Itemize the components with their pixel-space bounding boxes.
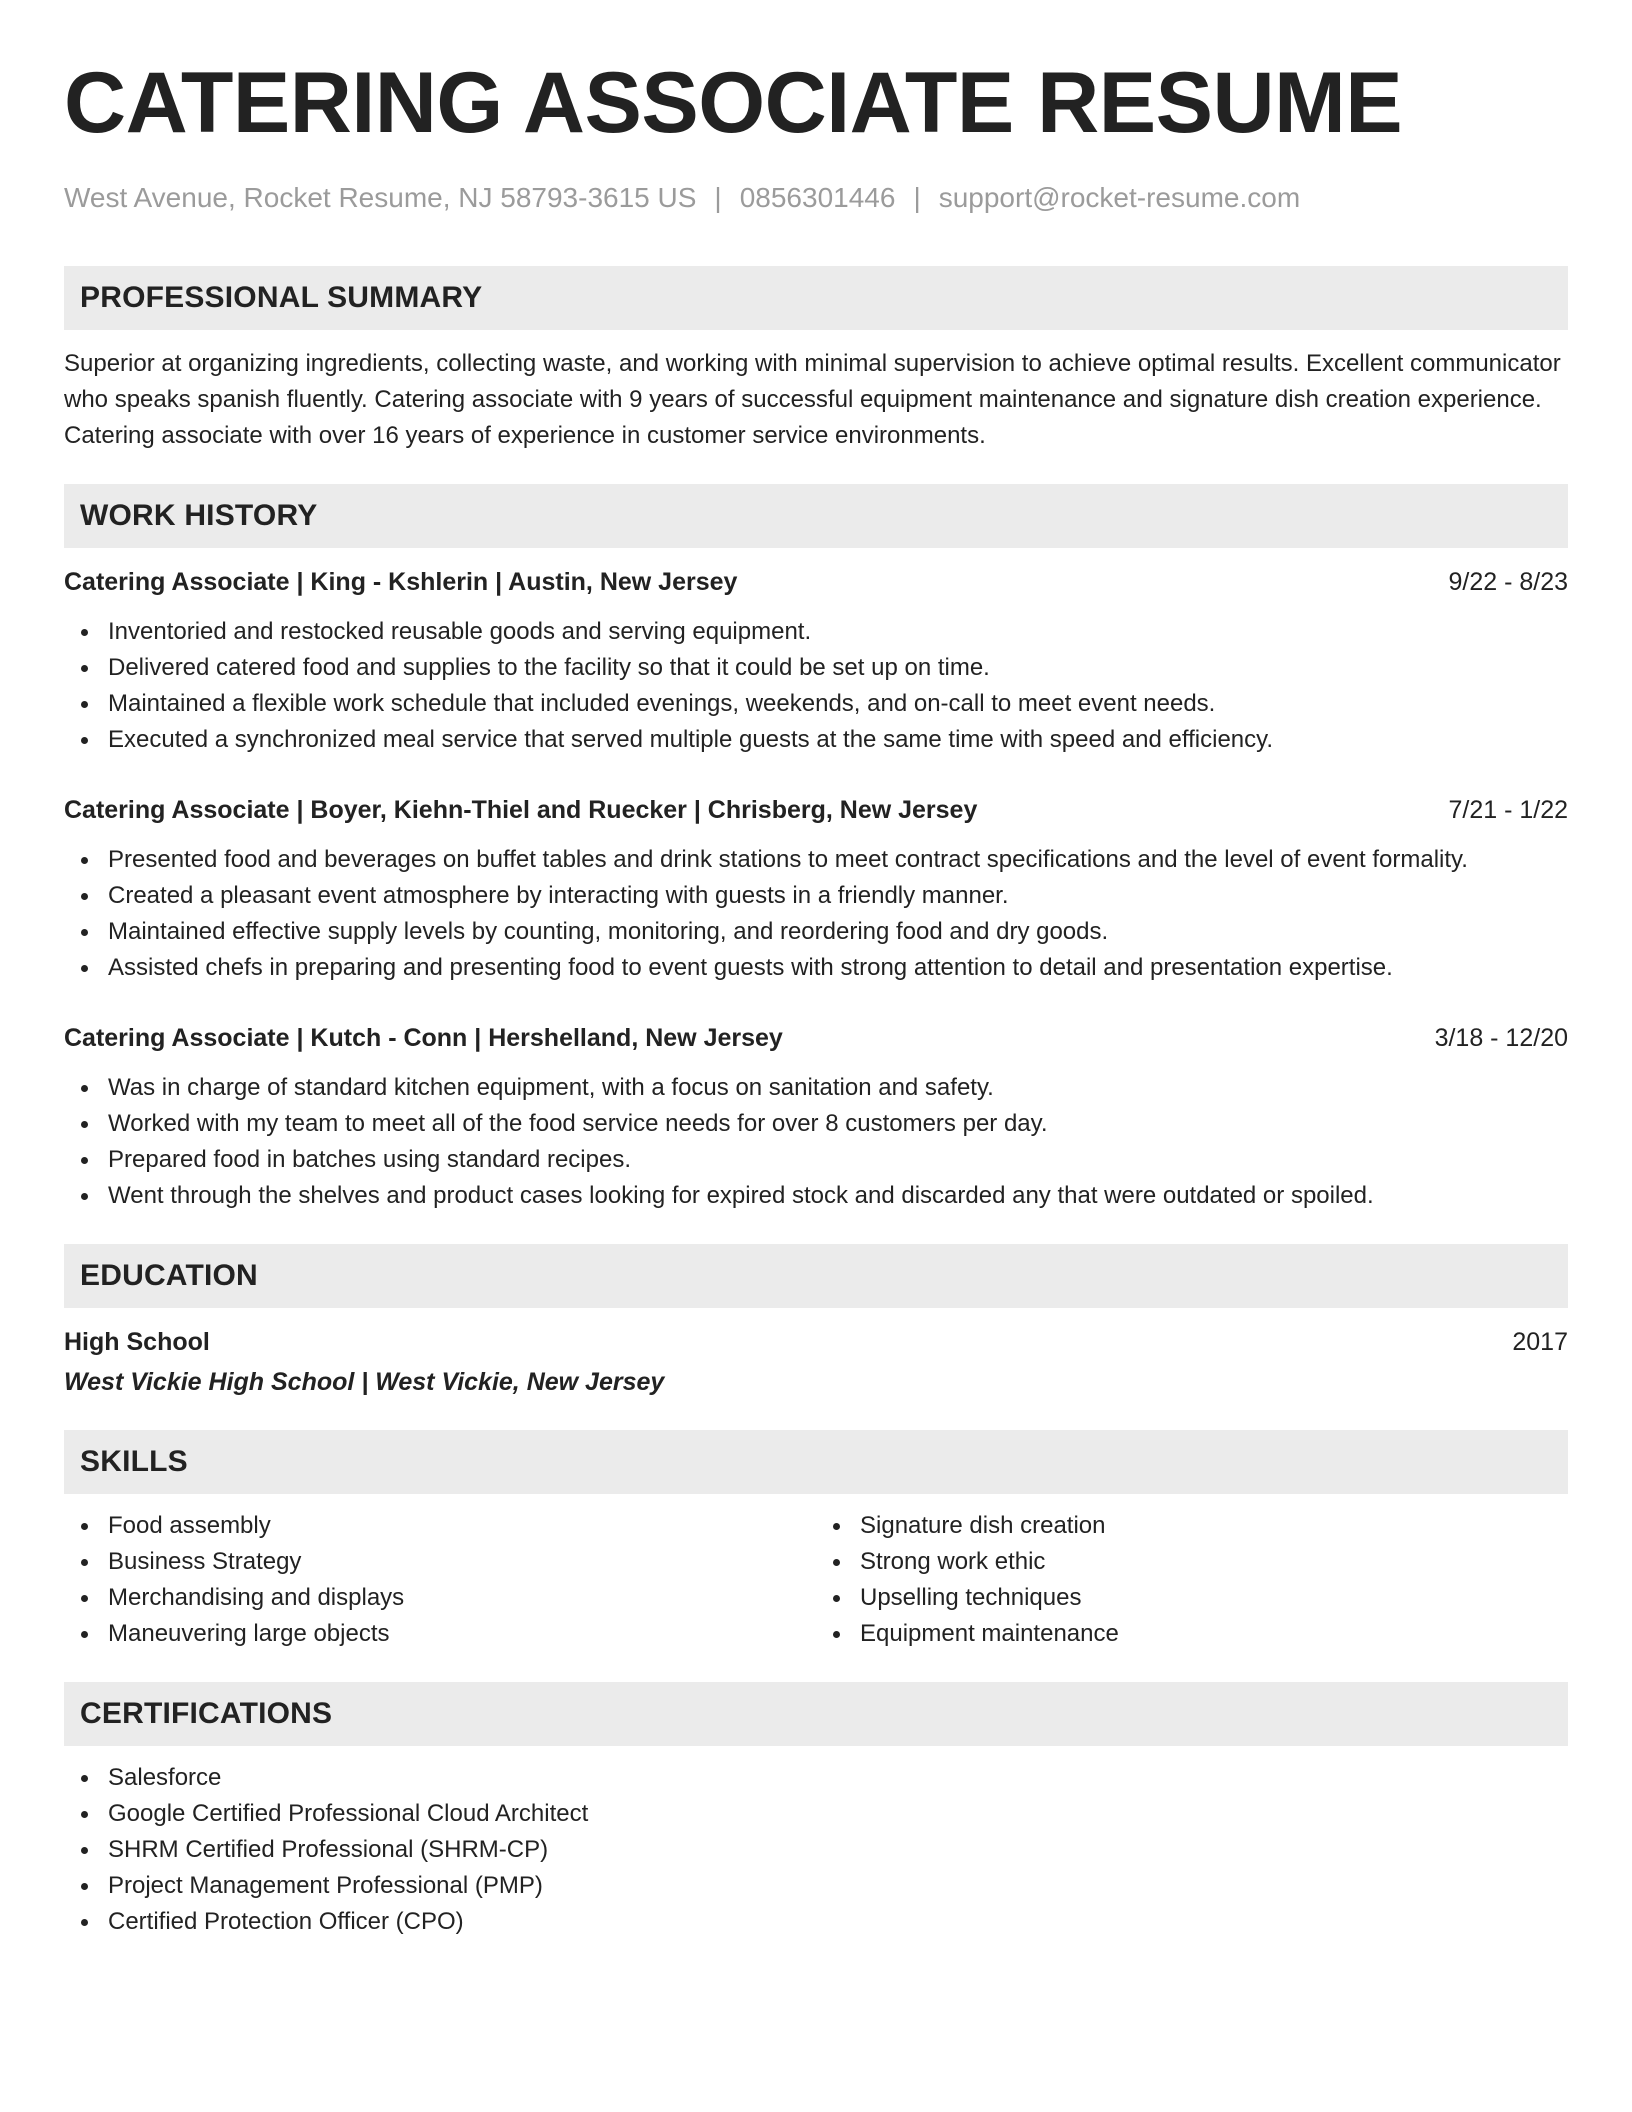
job-title: Catering Associate | Boyer, Kiehn-Thiel and Ruecker | Chrisberg, New Jersey xyxy=(64,796,978,824)
certification-item: Certified Protection Officer (CPO) xyxy=(64,1904,1568,1940)
contact-email: support@rocket-resume.com xyxy=(938,182,1301,213)
summary-text: Superior at organizing ingredients, collecting waste, and working with minimal supervision to achieve optimal results. Excellent communicator who speaks spanish fluently. Catering associate with 9 years of successful equipment maintenance and signature dish creation experience. Catering associate with over 16 years of experience in customer service environments. xyxy=(64,350,1561,449)
section-header-work-history: WORK HISTORY xyxy=(64,484,1568,548)
job-bullet: Assisted chefs in preparing and presenting food to event guests with strong attention to detail and presentation expertise. xyxy=(64,950,1568,986)
job-entry xyxy=(64,564,1568,758)
job-title: Catering Associate | King - Kshlerin | Austin, New Jersey xyxy=(64,568,738,596)
contact-separator: | xyxy=(714,182,722,213)
job-bullet: Delivered catered food and supplies to the facility so that it could be set up on time. xyxy=(64,650,1568,686)
contact-address: West Avenue, Rocket Resume, NJ 58793-3615 US xyxy=(64,182,697,213)
job-dates: 7/21 - 1/22 xyxy=(1448,796,1568,824)
job-bullet: Maintained effective supply levels by counting, monitoring, and reordering food and dry goods. xyxy=(64,914,1568,950)
job-bullet: Inventoried and restocked reusable goods and serving equipment. xyxy=(64,614,1568,650)
job-entry xyxy=(64,792,1568,986)
certification-item: Google Certified Professional Cloud Architect xyxy=(64,1796,1568,1832)
resume-title: CATERING ASSOCIATE RESUME xyxy=(64,55,1403,151)
skills-list xyxy=(816,1508,1568,1652)
certification-item: SHRM Certified Professional (SHRM-CP) xyxy=(64,1832,1568,1868)
job-bullet: Worked with my team to meet all of the food service needs for over 8 customers per day. xyxy=(64,1106,1568,1142)
skill-item: Strong work ethic xyxy=(816,1544,1568,1580)
section-header-summary: PROFESSIONAL SUMMARY xyxy=(64,266,1568,330)
certification-item: Project Management Professional (PMP) xyxy=(64,1868,1568,1904)
resume-page xyxy=(64,0,1568,1940)
job-header xyxy=(64,564,1568,600)
job-header xyxy=(64,1020,1568,1056)
contact-phone: 0856301446 xyxy=(739,182,896,213)
job-bullets xyxy=(64,614,1568,758)
skill-item: Merchandising and displays xyxy=(64,1580,816,1616)
job-bullet: Prepared food in batches using standard recipes. xyxy=(64,1142,1568,1178)
education-header xyxy=(64,1324,1568,1360)
job-bullets xyxy=(64,1070,1568,1214)
skill-item: Business Strategy xyxy=(64,1544,816,1580)
section-header-skills: SKILLS xyxy=(64,1430,1568,1494)
job-entry xyxy=(64,1020,1568,1214)
skill-item: Signature dish creation xyxy=(816,1508,1568,1544)
job-bullet: Executed a synchronized meal service that served multiple guests at the same time with speed and efficiency. xyxy=(64,722,1568,758)
skills-column-right xyxy=(816,1508,1568,1652)
job-bullet: Maintained a flexible work schedule that included evenings, weekends, and on-call to meet event needs. xyxy=(64,686,1568,722)
work-history-list xyxy=(64,564,1568,1214)
job-bullet: Was in charge of standard kitchen equipment, with a focus on sanitation and safety. xyxy=(64,1070,1568,1106)
skills-list xyxy=(64,1508,816,1652)
contact-separator: | xyxy=(913,182,921,213)
job-dates: 9/22 - 8/23 xyxy=(1448,568,1568,596)
contact-line xyxy=(64,180,1568,216)
certification-item: Salesforce xyxy=(64,1760,1568,1796)
skill-item: Food assembly xyxy=(64,1508,816,1544)
section-header-education: EDUCATION xyxy=(64,1244,1568,1308)
education-degree: High School xyxy=(64,1328,210,1356)
skills-column-left xyxy=(64,1508,816,1652)
section-header-certifications: CERTIFICATIONS xyxy=(64,1682,1568,1746)
job-bullet: Went through the shelves and product cases looking for expired stock and discarded any that were outdated or spoiled. xyxy=(64,1178,1568,1214)
job-bullets xyxy=(64,842,1568,986)
skill-item: Upselling techniques xyxy=(816,1580,1568,1616)
education-year: 2017 xyxy=(1512,1328,1568,1356)
job-dates: 3/18 - 12/20 xyxy=(1434,1024,1568,1052)
job-bullet: Created a pleasant event atmosphere by interacting with guests in a friendly manner. xyxy=(64,878,1568,914)
skill-item: Equipment maintenance xyxy=(816,1616,1568,1652)
skills-columns xyxy=(64,1508,1568,1652)
education-school: West Vickie High School | West Vickie, New Jersey xyxy=(64,1368,665,1396)
skill-item: Maneuvering large objects xyxy=(64,1616,816,1652)
certifications-list xyxy=(64,1760,1568,1940)
job-title: Catering Associate | Kutch - Conn | Hershelland, New Jersey xyxy=(64,1024,783,1052)
job-bullet: Presented food and beverages on buffet tables and drink stations to meet contract specifications and the level of event formality. xyxy=(64,842,1568,878)
job-header xyxy=(64,792,1568,828)
